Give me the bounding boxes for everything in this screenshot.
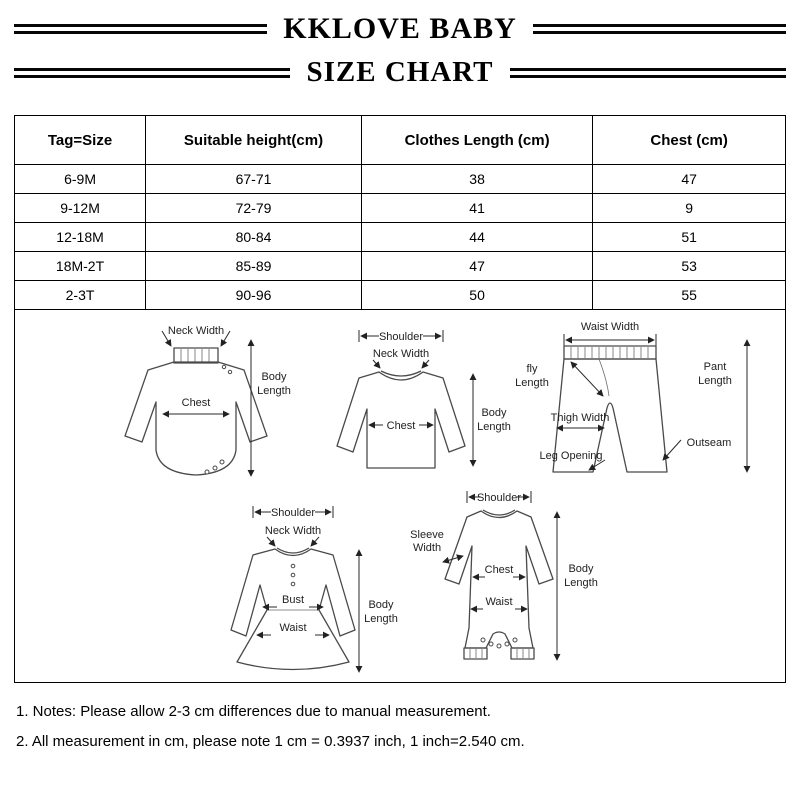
table-cell: 55	[593, 281, 786, 310]
bodysuit-diagram	[125, 325, 291, 476]
chart-title-row	[0, 56, 800, 89]
double-rule-left-2	[14, 68, 290, 78]
shoulder-label: Shoulder	[270, 507, 316, 519]
table-header-row	[15, 116, 786, 165]
table-row	[15, 194, 786, 223]
body-length-label: Length	[364, 613, 398, 625]
measurement-diagrams	[14, 310, 786, 683]
body-length-label: Length	[477, 421, 511, 433]
content-frame	[14, 115, 786, 683]
col-header-chest: Chest (cm)	[593, 116, 786, 165]
header	[0, 0, 800, 89]
table-cell: 67-71	[146, 165, 362, 194]
notes	[16, 703, 784, 750]
shoulder-label: Shoulder	[476, 492, 522, 504]
table-cell: 12-18M	[15, 223, 146, 252]
table-cell: 72-79	[146, 194, 362, 223]
leg-opening-label: Leg Opening	[539, 450, 603, 462]
body-length-label: Body	[481, 407, 507, 419]
size-table	[14, 115, 786, 310]
table-cell: 90-96	[146, 281, 362, 310]
table-cell: 80-84	[146, 223, 362, 252]
double-rule-right	[533, 24, 786, 34]
pant-length-label: Length	[698, 375, 732, 387]
neck-width-label: Neck Width	[372, 348, 430, 360]
brand-row	[0, 12, 800, 46]
body-length-label: Length	[257, 385, 291, 397]
neck-width-label: Neck Width	[167, 325, 225, 337]
sleeve-width-label: Width	[412, 542, 442, 554]
thigh-width-label: Thigh Width	[550, 412, 610, 424]
waist-label: Waist	[485, 596, 513, 608]
table-cell: 50	[361, 281, 592, 310]
fly-length-label: Length	[515, 377, 549, 389]
pant-length-label: Pant	[703, 361, 727, 373]
waist-label: Waist	[279, 622, 307, 634]
body-length-label: Body	[261, 371, 287, 383]
brand-title: KKLOVE BABY	[283, 12, 517, 45]
table-row	[15, 281, 786, 310]
table-cell: 6-9M	[15, 165, 146, 194]
col-header-suitable-height: Suitable height(cm)	[146, 116, 362, 165]
table-cell: 53	[593, 252, 786, 281]
shoulder-label: Shoulder	[378, 331, 424, 343]
table-cell: 47	[593, 165, 786, 194]
table-cell: 41	[361, 194, 592, 223]
shirt-diagram	[337, 330, 511, 468]
body-length-label: Length	[564, 577, 598, 589]
table-cell: 9-12M	[15, 194, 146, 223]
outseam-label: Outseam	[686, 437, 732, 449]
note-line-2: 2. All measurement in cm, please note 1 cm = 0.3937 inch, 1 inch=2.540 cm.	[16, 733, 525, 750]
bust-label: Bust	[281, 594, 305, 606]
page-title: SIZE CHART	[306, 56, 494, 88]
table-row	[15, 223, 786, 252]
note-line-1: 1. Notes: Please allow 2-3 cm differences due to manual measurement.	[16, 703, 491, 720]
col-header-tag-size: Tag=Size	[15, 116, 146, 165]
table-cell: 51	[593, 223, 786, 252]
dress-diagram	[231, 506, 398, 672]
table-cell: 47	[361, 252, 592, 281]
romper-diagram	[410, 491, 598, 660]
chest-label: Chest	[386, 420, 416, 432]
waist-width-label: Waist Width	[580, 321, 640, 333]
body-length-label: Body	[568, 563, 594, 575]
table-cell: 2-3T	[15, 281, 146, 310]
table-cell: 18M-2T	[15, 252, 146, 281]
body-length-label: Body	[368, 599, 394, 611]
table-cell: 44	[361, 223, 592, 252]
diagrams-svg	[15, 310, 783, 682]
table-row	[15, 165, 786, 194]
table-cell: 9	[593, 194, 786, 223]
neck-width-label: Neck Width	[264, 525, 322, 537]
col-header-clothes-length: Clothes Length (cm)	[361, 116, 592, 165]
pants-diagram	[515, 321, 747, 472]
chest-label: Chest	[484, 564, 514, 576]
table-row	[15, 252, 786, 281]
table-cell: 85-89	[146, 252, 362, 281]
fly-length-label: fly	[526, 363, 538, 375]
double-rule-right-2	[510, 68, 786, 78]
sleeve-width-label: Sleeve	[410, 529, 444, 541]
table-cell: 38	[361, 165, 592, 194]
chest-label: Chest	[181, 397, 211, 409]
double-rule-left	[14, 24, 267, 34]
